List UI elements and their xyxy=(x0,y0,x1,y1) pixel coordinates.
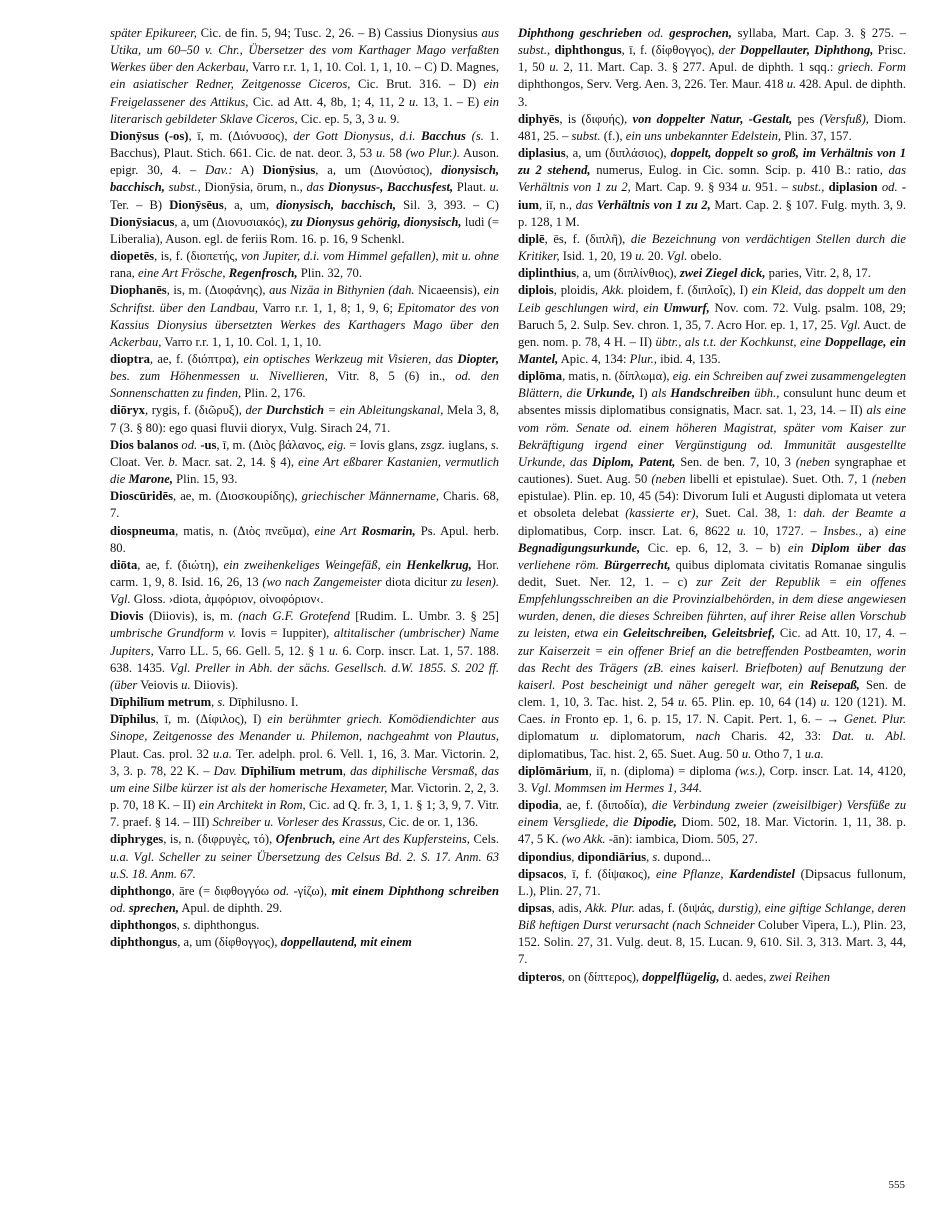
dictionary-entry: Diphthong geschrieben od. gesprochen, syllaba, Mart. Cap. 3. § 275. – subst., diphthongus, ī, f. (δίφθογγος), der Doppellauter, Diphthong, Prisc. 1, 50 u. 2, 11. Mart. Cap. 3. § 277. Apul. de diphth. 1 sqq.: griech. Form diphthongos, Serv. Verg. Aen. 3, 226. Ter. Maur. 418 u. 428. Apul. de diphth. 3. xyxy=(518,26,907,109)
dictionary-entry: später Epikureer, Cic. de fin. 5, 94; Tusc. 2, 26. – B) Cassius Dionysius aus Utika, um 60–50 v. Chr., Übersetzer des vom Karthager Mago verfaßten Werkes über den Ackerbau, Varro r.r. 1, 1, 10. Col. 1, 1, 10. – C) D. Magnes, ein asiatischer Redner, Zeitgenosse Ciceros, Cic. Brut. 316. – D) ein Freigelassener des Attikus, Cic. ad Att. 4, 8b, 1; 4, 11, 2 u. 13, 1. – E) ein literarisch gebildeter Sklave Ciceros, Cic. ep. 5, 3, 3 u. 9. xyxy=(110,26,500,126)
dictionary-entry: Dioscūridēs, ae, m. (Διοσκουρίδης), griechischer Männername, Charis. 68, 7. xyxy=(110,489,499,521)
dictionary-entry: diospneuma, matis, n. (Διὸς πνεῦμα), eine Art Rosmarin, Ps. Apul. herb. 80. xyxy=(110,523,499,555)
dictionary-entry: Dīphilīum metrum, s. Dīphilusno. I. xyxy=(110,695,299,710)
dictionary-entry: Dionȳsus (-os), ī, m. (Διόνυσος), der Gott Dionysus, d.i. Bacchus (s. 1. Bacchus), Plaut. Stich. 661. Cic. de nat. deor. 3, 53 u. 58 (wo Plur.). Auson. epigr. 30, 4. – Dav.: A) Dionȳsius, a, um (Διονύσιος), dionysisch, bacchisch, subst., Dionȳsia, ōrum, n., das Dionysus-, Bacchusfest, Plaut. u. Ter. – B) Dionȳsēus, a, um, dionysisch, bacchisch, Sil. 3, 393. – C) Dionȳsiacus, a, um (Διονυσιακός), zu Dionysus gehörig, dionysisch, ludi (= Liberalia), Auson. egl. de feriis Rom. 16. p. 16, 9 Schenkl. xyxy=(110,128,500,246)
dictionary-entry: diplē, ēs, f. (διπλῆ), die Bezeichnung von verdächtigen Stellen durch die Kritiker, Isid. 1, 20, 19 u. 20. Vgl. obelo. xyxy=(518,231,906,264)
dictionary-entry: Dīphilus, ī, m. (Δίφιλος), I) ein berühmter griech. Komödiendichter aus Sinope, Zeitgenosse des Menander u. Philemon, nachgeahmt von Plautus, Plaut. Cas. prol. 32 u.a. Ter. adelph. prol. 6. Vell. 1, 16, 3. Mar. Victorin. 2, 3, 3. p. 78, 22 K. – Dav. Dīphilīum metrum, das diphilische Versmaß, das um eine Silbe kürzer ist als der homerische Hexameter, Mar. Victorin. 2, 2, 3. p. 70, 18 K. – II) ein Architekt in Rom, Cic. ad Q. fr. 3, 1, 1. § 1; 3, 9, 7. Vitr. 7. praef. § 14. – III) Schreiber u. Vorleser des Krassus, Cic. de or. 1, 136. xyxy=(110,712,500,830)
dictionary-entry: diōryx, rygis, f. (διῶρυξ), der Durchstich = ein Ableitungskanal, Mela 3, 8, 7 (3. § 80): ego quasi fluvii dioryx, Vulg. Sirach 24, 71. xyxy=(110,403,500,435)
dictionary-entry: diplinthius, a, um (διπλίνθιος), zwei Ziegel dick, paries, Vitr. 2, 8, 17. xyxy=(518,266,871,281)
dictionary-entry: diphthongus, a, um (δίφθογγος), doppellautend, mit einem xyxy=(110,935,412,950)
dictionary-entry: diphryges, is, n. (διφρυγὲς, τό), Ofenbruch, eine Art des Kupfersteins, Cels. u.a. Vgl. Scheller zu seiner Übersetzung des Celsus Bd. 2. S. 17. Anm. 63 u.S. 18. Anm. 67. xyxy=(110,832,499,881)
dictionary-entry: dipondius, dipondiārius, s. dupond... xyxy=(518,849,711,864)
dictionary-entry: dipteros, on (δίπτερος), doppelflügelig, d. aedes, zwei Reihen xyxy=(518,969,831,984)
dictionary-entry: diōta, ae, f. (διώτη), ein zweihenkeliges Weingefäß, ein Henkelkrug, Hor. carm. 1, 9, 8. Isid. 16, 26, 13 (wo nach Zangemeister diota dicitur zu lesen). Vgl. Gloss. ›diota, ἀμφόριον, οἰνοφόριον‹. xyxy=(110,557,499,607)
dictionary-entry: dipsacos, ī, f. (δίψακος), eine Pflanze, Kardendistel (Dipsacus fullonum, L.), Plin. 27, 71. xyxy=(518,866,906,898)
dictionary-entry: dipsas, adis, Akk. Plur. adas, f. (διψάς, durstig), eine giftige Schlange, deren Biß heftigen Durst verursacht (nach Schneider Coluber Vipera, L.), Plin. 23, 152. Solin. 27, 31. Vulg. deut. 8, 15. Lucan. 9, 610. Sil. 3, 313. Mart. 3, 44, 7. xyxy=(518,900,906,967)
dictionary-entry: Dios balanos od. -us, ī, m. (Διὸς βάλανος, eig. = Iovis glans, zsgz. iuglans, s. Cloat. Ver. b. Macr. sat. 2, 14. § 4), eine Art eßbarer Kastanien, vermutlich die Marone, Plin. 15, 93. xyxy=(110,437,500,487)
dictionary-entry: Diovis (Diiovis), is, m. (nach G.F. Grotefend [Rudim. L. Umbr. 3. § 25] umbrische Grundform v. Iovis = Iuppiter), altitalischer (umbrischer) Name Jupiters, Varro LL. 5, 66. Gell. 5, 12. § 1 u. 6. Corp. inscr. Lat. 1, 57. 188. 638. 1435. Vgl. Preller in Abh. der sächs. Gesellsch. d.W. 1855. S. 202 ff. (über Veiovis u. Diiovis). xyxy=(110,609,499,692)
dictionary-entry: diplasius, a, um (διπλάσιος), doppelt, doppelt so groß, im Verhältnis von 1 zu 2 stehend, numerus, Eulog. in Cic. somn. Scip. p. 410 B.: ratio, das Verhältnis von 1 zu 2, Mart. Cap. 9. § 934 u. 951. – subst., diplasion od. -ium, iī, n., das Verhältnis von 1 zu 2, Mart. Cap. 2. § 107. Fulg. myth. 3, 9. p. 128, 1 M. xyxy=(518,146,907,229)
dictionary-entry: dipodia, ae, f. (διποδία), die Verbindung zweier (zweisilbiger) Versfüße zu einem Versgliede, die Dipodie, Diom. 502, 18. Mar. Victorin. 1, 11, 38. p. 47, 5 K. (wo Akk. -ān): iambica, Diom. 505, 27. xyxy=(518,798,906,847)
right-column xyxy=(518,25,906,986)
dictionary-entry: Diophanēs, is, m. (Διοφάνης), aus Nizäa in Bithynien (dah. Nicaeensis), ein Schriftst. über den Landbau, Varro r.r. 1, 1, 8; 1, 9, 6; Epitomator des von Kassius Dionysius übersetzten Werkes des Karthagers Mago über den Ackerbau, Varro r.r. 1, 1, 10. Col. 1, 1, 10. xyxy=(110,283,499,349)
dictionary-entry: diplois, ploidis, Akk. ploidem, f. (διπλοΐς), I) ein Kleid, das doppelt um den Leib geschlungen wird, ein Umwurf, Nov. com. 72. Vulg. psalm. 108, 29; Baruch 5, 2. Sulp. Sev. chron. 1, 35, 7. Acro Hor. ep. 1, 17, 25. Vgl. Auct. de gen. nom. p. 78, 4 H. – II) übtr., als t.t. der Kochkunst, eine Doppellage, ein Mantel, Apic. 4, 134: Plur., ibid. 4, 135. xyxy=(518,283,907,366)
left-column xyxy=(110,25,499,951)
dictionary-entry: diplōma, matis, n. (δίπλωμα), eig. ein Schreiben auf zwei zusammengelegten Blättern, die Urkunde, I) als Handschreiben übh., consulunt hunc deum et absentes missis diplomatibus consignatis, Macr. sat. 1, 23, 14. – II) als eine vom röm. Senate od. einem höheren Magistrat, später vom Kaiser zur Bekräftigung irgend einer Vergünstigung od. Immunität ausgestellte Urkunde, das Diplom, Patent, Sen. de ben. 7, 10, 3 (neben syngraphae et cautiones). Suet. Aug. 50 (neben libelli et epistulae). Suet. Oth. 7, 1 (neben epistulae). Plin. ep. 10, 45 (54): Divorum Iuli et Augusti diplomata ut vetera et obsoleta delebat (kassierte er), Suet. Cal. 38, 1: dah. der Beamte a diplomatibus, Corp. inscr. Lat. 6, 8622 u. 10, 1727. – Insbes., a) eine Begnadigungsurkunde, Cic. ep. 6, 12, 3. – b) ein Diplom über das verliehene röm. Bürgerrecht, quibus diplomata civitatis Romanae singulis dedit, Suet. Ner. 12, 1. – c) zur Zeit der Republik = ein offenes Empfehlungsschreiben an die Provinzialbehörden, in dem diese angewiesen wurden, denen, die dieses Schreiben führten, auf ihrer Reise allen Vorschub zu leisten, etwa ein Geleitschreiben, Geleitsbrief, Cic. ad Att. 10, 17, 4. – zur Kaiserzeit = ein offener Brief an die betreffenden Postbeamten, worin das Recht des Trägers (zB. eines kaiserl. Briefboten) auf Benutzung der kaiserl. Post bescheinigt und näher geregelt war, ein Reisepaß, Sen. de clem. 1, 10, 3. Tac. hist. 2, 54 u. 65. Plin. ep. 10, 64 (14) u. 120 (121). M. Caes. in Fronto ep. 1, 6. p. 15, 17. N. Capit. Pert. 1, 6. – → Genet. Plur. diplomatum u. diplomatorum, nach Charis. 42, 33: Dat. u. Abl. diplomatibus, Tac. hist. 2, 65. Suet. Aug. 50 u. Otho 7, 1 u.a. xyxy=(518,369,907,761)
dictionary-entry: diphyēs, is (διφυής), von doppelter Natur, -Gestalt, pes (Versfuß), Diom. 481, 25. – subst. (f.), ein uns unbekannter Edelstein, Plin. 37, 157. xyxy=(518,111,906,143)
dictionary-entry: diopetēs, is, f. (διοπετής, von Jupiter, d.i. vom Himmel gefallen), mit u. ohne rana, eine Art Frösche, Regenfrosch, Plin. 32, 70. xyxy=(110,249,499,281)
dictionary-entry: diphthongo, āre (= διφθογγόω od. -γίζω), mit einem Diphthong schreiben od. sprechen, Apul. de diphth. 29. xyxy=(110,883,499,915)
dictionary-entry: dioptra, ae, f. (διόπτρα), ein optisches Werkzeug mit Visieren, das Diopter, bes. zum Höhenmessen u. Nivellieren, Vitr. 8, 5 (6) in., od. den Sonnenschatten zu finden, Plin. 2, 176. xyxy=(110,351,499,401)
dictionary-entry: diphthongos, s. diphthongus. xyxy=(110,918,260,933)
page-number: 555 xyxy=(888,1179,905,1191)
dictionary-entry: diplōmārium, iī, n. (diploma) = diploma (w.s.), Corp. inscr. Lat. 14, 4120, 3. Vgl. Mommsen im Hermes 1, 344. xyxy=(518,763,906,795)
